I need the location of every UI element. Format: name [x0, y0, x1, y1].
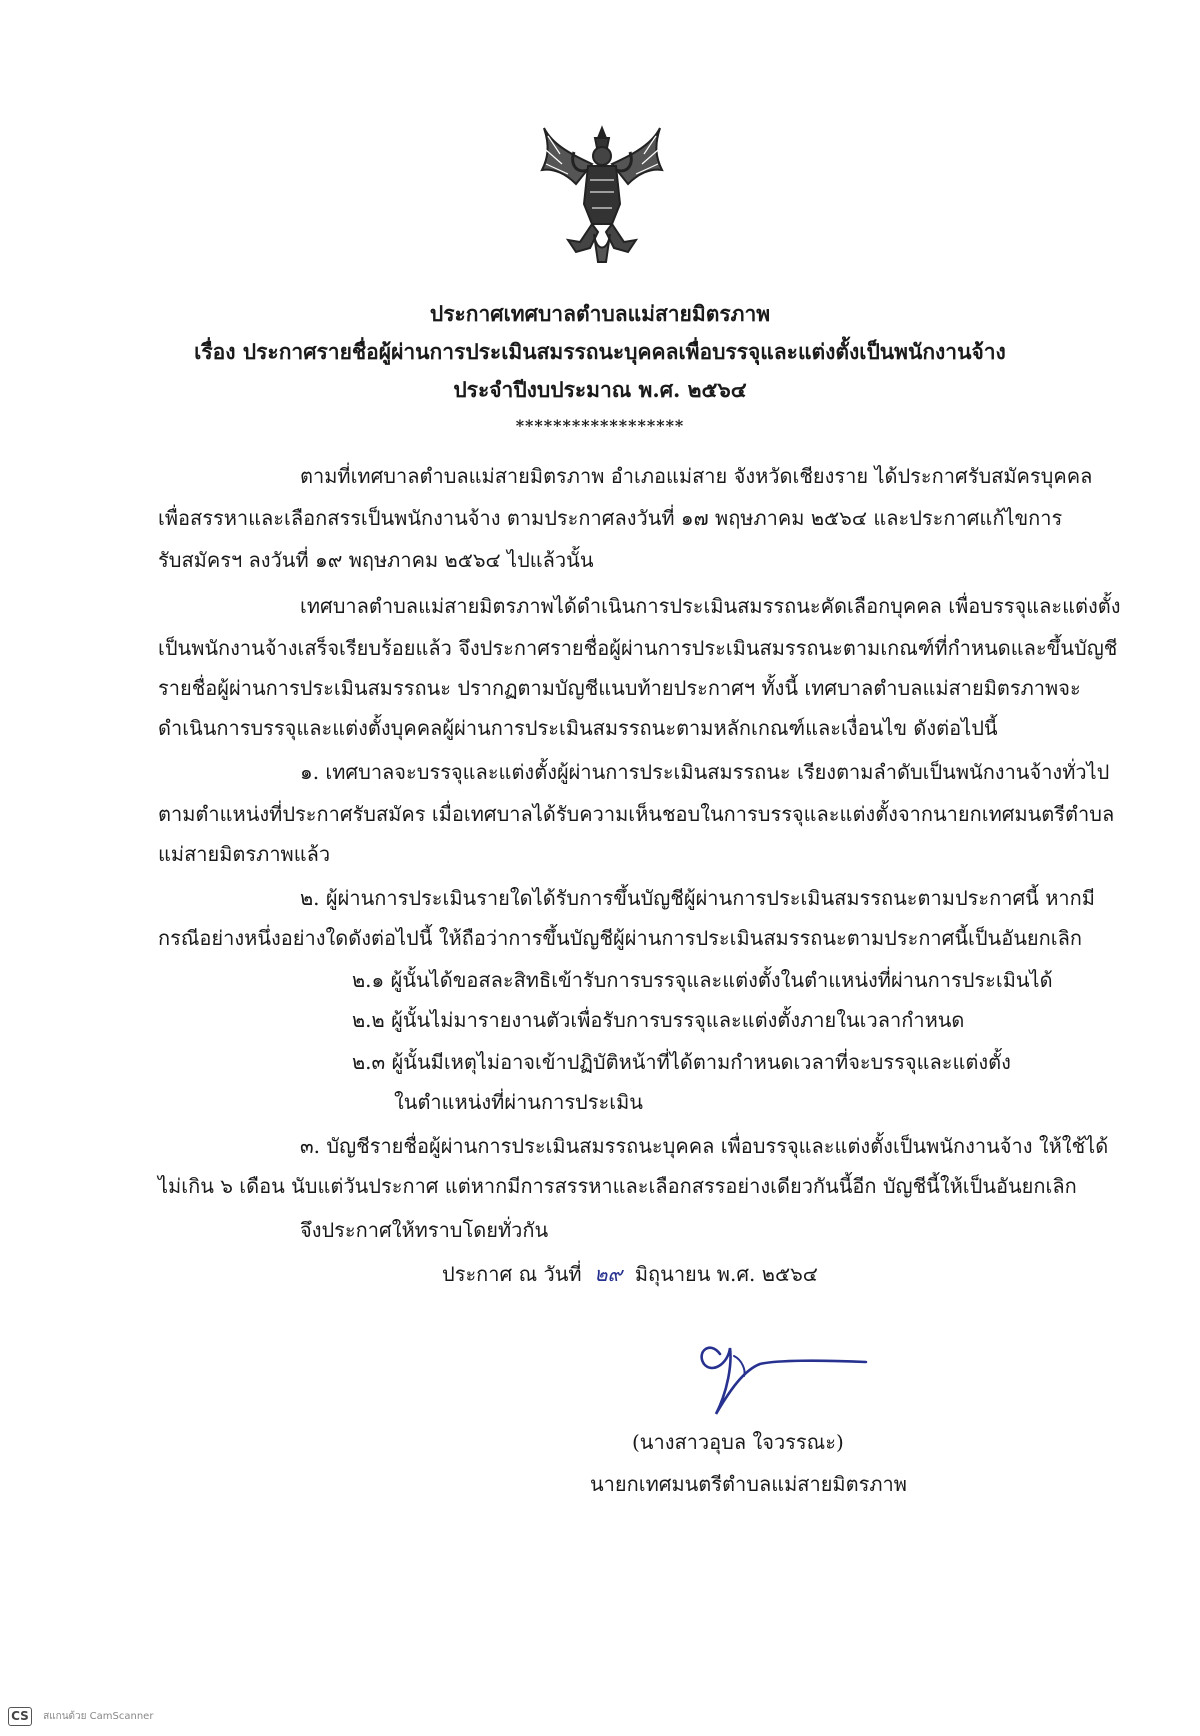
- paragraph-line: เพื่อสรรหาและเลือกสรรเป็นพนักงานจ้าง ตามประกาศลงวันที่ ๑๗ พฤษภาคม ๒๕๖๔ และประกาศแก้ไขการ: [158, 506, 1063, 530]
- list-item-2-1: ๒.๑ ผู้นั้นได้ขอสละสิทธิเข้ารับการบรรจุและแต่งตั้งในตำแหน่งที่ผ่านการประเมินได้: [352, 968, 1053, 992]
- closing-line: จึงประกาศให้ทราบโดยทั่วกัน: [300, 1218, 549, 1242]
- list-item-3: ไม่เกิน ๖ เดือน นับแต่วันประกาศ แต่หากมีการสรรหาและเลือกสรรอย่างเดียวกันนี้อีก บัญชีนี้ให้เป็นอันยกเลิก: [158, 1174, 1077, 1198]
- paragraph-line: เป็นพนักงานจ้างเสร็จเรียบร้อยแล้ว จึงประกาศรายชื่อผู้ผ่านการประเมินสมรรถนะตามเกณฑ์ที่กำหนดและขึ้นบัญชี: [158, 636, 1118, 660]
- paragraph-line: รายชื่อผู้ผ่านการประเมินสมรรถนะ ปรากฏตามบัญชีแนบท้ายประกาศฯ ทั้งนี้ เทศบาลตำบลแม่สายมิตรภาพจะ: [158, 676, 1081, 700]
- handwritten-signature: [690, 1330, 870, 1422]
- announcement-title: ประกาศเทศบาลตำบลแม่สายมิตรภาพ: [429, 301, 771, 326]
- list-item-2-3: ในตำแหน่งที่ผ่านการประเมิน: [394, 1090, 643, 1114]
- signatory-name: (นางสาวอุบล ใจวรรณะ): [632, 1430, 844, 1454]
- date-suffix: มิถุนายน พ.ศ. ๒๕๖๔: [634, 1262, 818, 1286]
- fiscal-year: ประจำปีงบประมาณ พ.ศ. ๒๕๖๔: [453, 377, 747, 402]
- separator: ******************: [515, 416, 685, 435]
- date-prefix: ประกาศ ณ วันที่: [442, 1262, 582, 1286]
- list-item-1: แม่สายมิตรภาพแล้ว: [158, 842, 331, 866]
- list-item-3: ๓. บัญชีรายชื่อผู้ผ่านการประเมินสมรรถนะบุคคล เพื่อบรรจุและแต่งตั้งเป็นพนักงานจ้าง ให้ใช้ได้: [300, 1134, 1109, 1158]
- list-item-1: ตามตำแหน่งที่ประกาศรับสมัคร เมื่อเทศบาลได้รับความเห็นชอบในการบรรจุและแต่งตั้งจากนายกเทศมนตรีตำบล: [158, 802, 1115, 826]
- list-item-2-2: ๒.๒ ผู้นั้นไม่มารายงานตัวเพื่อรับการบรรจุและแต่งตั้งภายในเวลากำหนด: [352, 1008, 965, 1032]
- date-line: [442, 1258, 818, 1290]
- camscanner-text: สแกนด้วย CamScanner: [43, 1711, 154, 1722]
- paragraph-line: เทศบาลตำบลแม่สายมิตรภาพได้ดำเนินการประเมินสมรรถนะคัดเลือกบุคคล เพื่อบรรจุและแต่งตั้ง: [300, 594, 1121, 618]
- announcement-subject: เรื่อง ประกาศรายชื่อผู้ผ่านการประเมินสมรรถนะบุคคลเพื่อบรรจุและแต่งตั้งเป็นพนักงานจ้าง: [194, 339, 1006, 364]
- paragraph-line: รับสมัครฯ ลงวันที่ ๑๙ พฤษภาคม ๒๕๖๔ ไปแล้วนั้น: [158, 548, 594, 572]
- list-item-2-3: ๒.๓ ผู้นั้นมีเหตุไม่อาจเข้าปฏิบัติหน้าที่ได้ตามกำหนดเวลาที่จะบรรจุและแต่งตั้ง: [352, 1050, 1011, 1074]
- paragraph-line: ตามที่เทศบาลตำบลแม่สายมิตรภาพ อำเภอแม่สาย จังหวัดเชียงราย ได้ประกาศรับสมัครบุคคล: [300, 464, 1093, 488]
- paragraph-line: ดำเนินการบรรจุและแต่งตั้งบุคคลผู้ผ่านการประเมินสมรรถนะตามหลักเกณฑ์และเงื่อนไข ดังต่อไปนี้: [158, 716, 998, 740]
- camscanner-logo-icon: CS: [8, 1707, 32, 1726]
- garuda-emblem-icon: [540, 124, 664, 266]
- camscanner-watermark: [8, 1706, 153, 1726]
- list-item-2: ๒. ผู้ผ่านการประเมินรายใดได้รับการขึ้นบัญชีผู้ผ่านการประเมินสมรรถนะตามประกาศนี้ หากมี: [300, 886, 1095, 910]
- list-item-1: ๑. เทศบาลจะบรรจุและแต่งตั้งผู้ผ่านการประเมินสมรรถนะ เรียงตามลำดับเป็นพนักงานจ้างทั่วไป: [300, 760, 1110, 784]
- list-item-2: กรณีอย่างหนึ่งอย่างใดดังต่อไปนี้ ให้ถือว่าการขึ้นบัญชีผู้ผ่านการประเมินสมรรถนะตามประกาศนี้เป็นอันยกเลิก: [158, 926, 1082, 950]
- date-day-handwritten: ๒๙: [594, 1262, 623, 1286]
- signatory-position: นายกเทศมนตรีตำบลแม่สายมิตรภาพ: [590, 1472, 907, 1496]
